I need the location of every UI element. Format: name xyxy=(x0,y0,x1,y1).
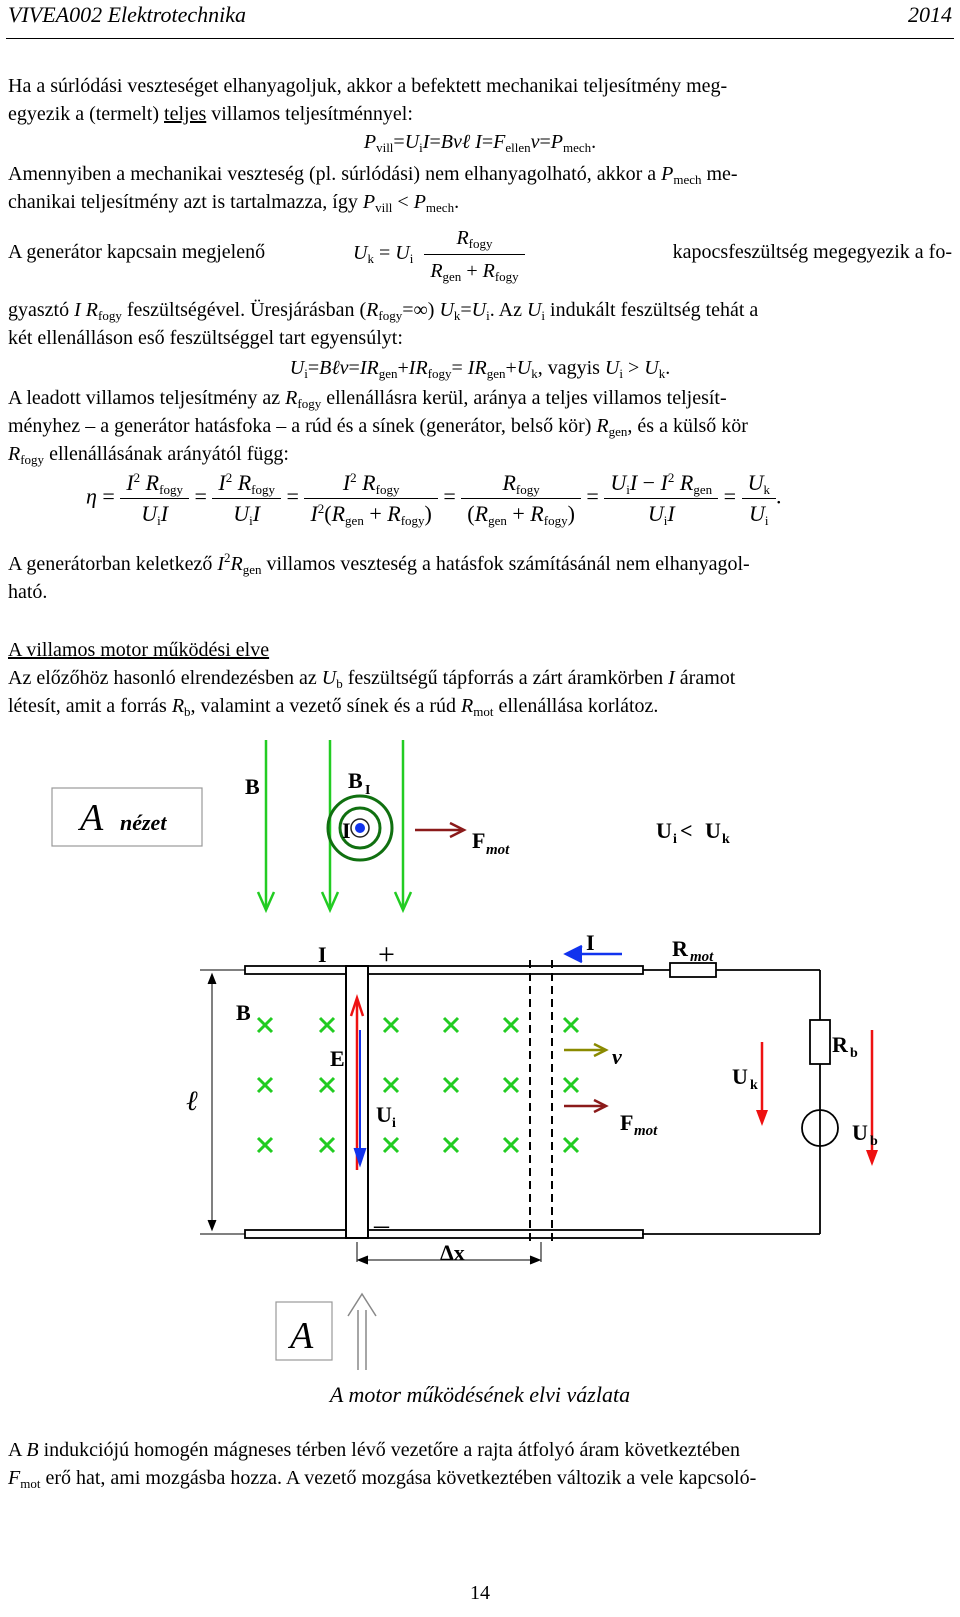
displaced-rod xyxy=(530,960,552,1244)
svg-text:U: U xyxy=(376,1102,392,1127)
moving-rod xyxy=(346,966,368,1238)
svg-text:E: E xyxy=(330,1046,345,1071)
paragraph-3-line-1: A generátor kapcsain megjelenő $U_k = U_i$ $R_{fogy}$ $R_{gen} + R_{fogy}$ kapocsfeszültség megegyezik a fo- xyxy=(8,220,952,290)
svg-text:U: U xyxy=(732,1064,748,1089)
svg-text:B: B xyxy=(236,1000,251,1025)
paragraph-4: A leadott villamos teljesítmény az $R_{fogy}$ ellenállásra kerül, aránya a teljes villamos teljesít- ményhez – a generátor hatásfoka – a rúd és a sínek (generátor, belső kör) $R_{gen}$, és a külső kör $R_{fogy}$ ellenállásának arányától függ: xyxy=(8,387,748,467)
voltage-divider-formula: $U_k = U_i$ $R_{fogy}$ $R_{gen} + R_{fogy}$ xyxy=(353,224,525,285)
svg-text:A: A xyxy=(80,797,104,839)
svg-text:b: b xyxy=(850,1046,858,1061)
svg-text:ℓ: ℓ xyxy=(186,1086,198,1117)
svg-text:k: k xyxy=(750,1078,758,1093)
magnetic-field-lines xyxy=(258,740,411,910)
svg-text:I: I xyxy=(342,818,351,843)
svg-text:Δx: Δx xyxy=(440,1240,465,1265)
svg-text:k: k xyxy=(722,832,730,847)
svg-text:mot: mot xyxy=(634,1123,658,1139)
svg-text:R: R xyxy=(832,1032,848,1057)
paragraph-6: Az előzőhöz hasonló elrendezésben az $U_b$ feszültségű tápforrás a zárt áramkörben I áramot létesít, amit a forrás $R_b$, valamint a vezető sínek és a rúd $R_{mot}$ ellenállása korlátoz. xyxy=(8,667,736,719)
page-number: 14 xyxy=(470,1582,490,1604)
top-labels xyxy=(245,768,510,858)
paragraph-2: Amennyiben a mechanikai veszteség (pl. súrlódási) nem elhanyagolható, akkor a $P_{mech}$ me- chanikai teljesítmény azt is tartalmazza, így $P_{vill} < P_{mech}$. xyxy=(8,163,738,215)
rails xyxy=(245,966,820,1238)
side-view-arrow xyxy=(348,1294,376,1370)
paragraph-3: gyasztó I $R_{fogy}$ feszültségével. Üresjárásban $(R_{fogy}=\infty)$ $U_k=U_i$. Az $U_i$ indukált feszültség tehát a két ellenálláson eső feszültséggel tart egyensúlyt: xyxy=(8,299,759,349)
svg-text:F: F xyxy=(472,828,486,853)
svg-text:F: F xyxy=(620,1110,634,1135)
header-year: 2014 xyxy=(908,2,952,27)
efficiency-formula: η = $I^2$ $R_{fogy}$ $U_iI$ = $I^2$ $R_{fogy}$ $U_iI$ = $I^2$ $R_{fogy}$ $I^2(R_{gen} + R_{fogy})$ = $R_{fogy}$ $(R_{gen} + R_{fogy})$ = $U_iI - I^2$ $R_{gen}$ $U_iI$ = $\frac{U_k}{U_i}$ . xyxy=(86,470,782,528)
svg-text:I: I xyxy=(365,783,371,798)
svg-text:i: i xyxy=(673,832,677,847)
view-box-A xyxy=(52,788,202,846)
svg-text:mot: mot xyxy=(486,842,510,858)
section-title: A villamos motor működési elve xyxy=(8,639,270,661)
svg-text:I: I xyxy=(318,942,327,967)
svg-text:i: i xyxy=(392,1116,396,1131)
svg-text:+: + xyxy=(378,938,395,971)
circuit-labels xyxy=(186,930,878,1265)
svg-text:B: B xyxy=(245,774,260,799)
svg-text:I: I xyxy=(586,930,595,955)
page-header xyxy=(6,0,954,39)
svg-text:U: U xyxy=(656,818,672,843)
source-branch xyxy=(670,963,838,1234)
svg-text:–: – xyxy=(374,1208,389,1241)
paragraph-5: A generátorban keletkező $I^2R_{gen}$ villamos veszteség a hatásfok számításánál nem elhanyagol- ható. xyxy=(8,550,750,603)
svg-text:A: A xyxy=(290,1315,314,1357)
motor-diagram xyxy=(0,730,960,1380)
field-of-current-icon xyxy=(328,796,392,860)
balance-equation: $U_i=B\ell v=IR_{gen}+IR_{fogy}= IR_{gen}+U_k$, vagyis $U_i > U_k$. xyxy=(289,357,671,381)
svg-text:U: U xyxy=(705,818,721,843)
svg-text:mot: mot xyxy=(690,949,714,965)
svg-text:b: b xyxy=(870,1134,878,1149)
svg-text:<: < xyxy=(680,818,693,843)
header-course: VIVEA002 Elektrotechnika xyxy=(8,2,247,27)
force-arrow-rod xyxy=(564,1100,606,1112)
svg-text:B: B xyxy=(348,768,363,793)
svg-text:U: U xyxy=(852,1120,868,1145)
svg-text:nézet: nézet xyxy=(120,810,167,835)
uk-arrow xyxy=(756,1042,768,1126)
power-equation: $P_{vill}=U_iI=Bv\ell$ $I=F_{ellen}v=P_{mech}$. xyxy=(363,131,597,155)
svg-text:R: R xyxy=(672,936,688,961)
paragraph-1: Ha a súrlódási veszteséget elhanyagoljuk, akkor a befektett mechanikai teljesítmény meg- egyezik a (termelt) teljes villamos teljesítménnyel: xyxy=(8,75,728,125)
voltage-relation-label xyxy=(656,818,730,847)
paragraph-7: A B indukciójú homogén mágneses térben lévő vezetőre a rajta átfolyó áram következtében $F_{mot}$ erő hat, ami mozgásba hozza. A vezető mozgása következtében változik a vele kapcsoló- xyxy=(8,1439,757,1491)
velocity-arrow xyxy=(564,1044,606,1056)
svg-text:v: v xyxy=(612,1044,622,1069)
figure-caption: A motor működésének elvi vázlata xyxy=(329,1382,631,1407)
force-arrow-top xyxy=(415,823,464,837)
side-view-box xyxy=(276,1302,332,1360)
